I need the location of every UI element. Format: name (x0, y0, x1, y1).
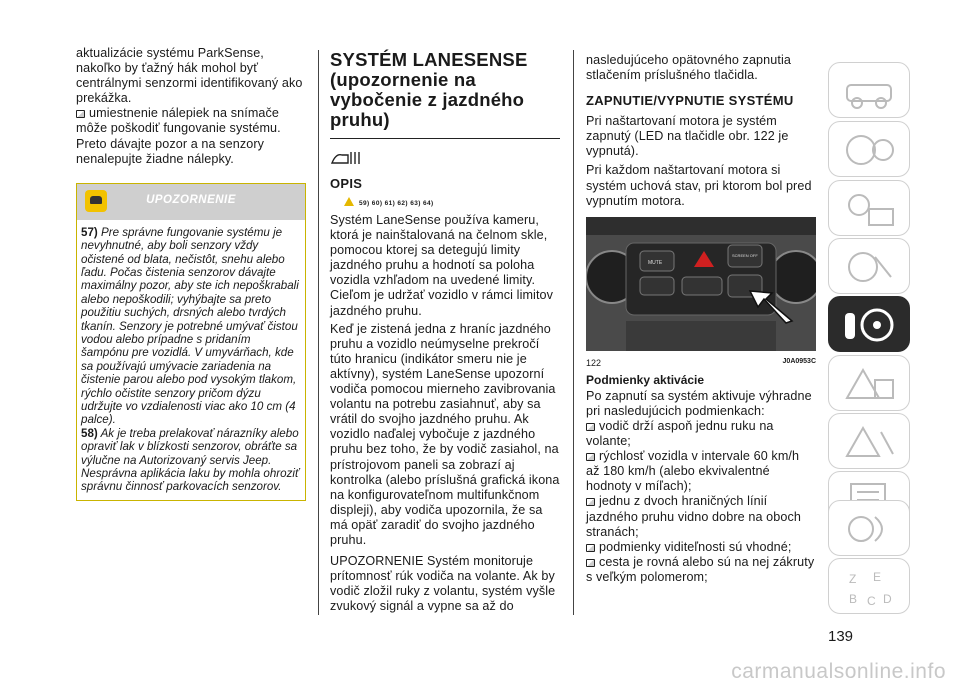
tab-index[interactable] (828, 558, 910, 614)
tab-lights[interactable] (828, 180, 910, 236)
bullet-icon (586, 423, 595, 431)
column-divider-2 (573, 50, 574, 615)
emergency-icon (841, 420, 899, 464)
activation-subheading: Podmienky aktivácie (586, 372, 705, 387)
index-icon (841, 565, 899, 609)
conditions-list (586, 419, 816, 585)
title-rule (330, 138, 560, 139)
tab-safety[interactable] (828, 238, 910, 294)
figure-number: 122 (586, 357, 602, 367)
dashboard-photo (586, 217, 816, 351)
paragraph-2: Keď je zistená jedna z hraníc jazdného pruhu a vozidlo neúmyselne prekročí túto hranicu (indikátor smeru nie je aktívny), systém LaneSense upozorní vodiča pomocou mierneho zavibrovania volantu na potrebu zasiahnuť, aby sa vrátil do svojho jazdného pruhu. Ak vozidlo naďalej vybočuje z jazdného pruhu bez toho, že by vodič zasiahol, na prístrojovom paneli sa zobrazí aj kontrolka (alebo príslušná grafická ikona na konfigurovateľnom multifunkčnom displeji), aby vodiča upozornila, že sa má opäť zaradiť do svojho jazdného pruhu. (330, 321, 560, 547)
warning-header (77, 184, 305, 220)
right-column (586, 53, 816, 585)
bullet-icon (76, 110, 85, 118)
state-text: Pri každom naštartovaní motora si systém uchová stav, pri ktorom bol pred vypnutím motora. (586, 163, 812, 208)
screen-off-label: SCREEN OFF (732, 252, 758, 258)
onoff-heading: ZAPNUTIE/VYPNUTIE SYSTÉMU (586, 93, 794, 109)
column-divider (318, 50, 319, 615)
middle-column (330, 50, 560, 614)
tab-emergency[interactable] (828, 413, 910, 469)
mute-button-label: MUTE (648, 259, 663, 266)
lanesense-icon (330, 149, 560, 170)
intro-text: aktualizácie systému ParkSense, nakoľko by ťažný hák mohol byť centrálnymi senzormi identifikovaný ako prekážka. (76, 46, 303, 106)
car-info-icon (841, 69, 899, 113)
tab-specs[interactable] (828, 500, 910, 556)
onoff-text: Pri naštartovaní motora je systém zapnutý (LED na tlačidle obr. 122 je vypnutá). (586, 114, 789, 159)
svg-text:Z: Z (849, 572, 857, 586)
note-57: 57) Pre správne fungovanie systému je nevyhnutné, aby boli senzory vždy očistené od blata, nečistôt, snehu alebo ľadu. Počas čistenia senzorov dávajte maximálny pozor, aby ste ich nepoškrabali alebo nepoškodili; vyhýbajte sa preto použitiu suchých, drsných alebo tvrdých tkanín. Senzory je potrebné umývať čistou vodou alebo prípadne s pridaním šampónu pre vozidlá. V umyvárňach, kde sa používajú umývacie zariadenia na čistenie parou alebo pod vysokým tlakom, rýchlo očistite senzory pričom dýzu udržujte vo vzdialenosti viac ako 10 cm (4 palce). (81, 225, 299, 427)
tab-driving[interactable] (828, 296, 910, 352)
bullet-icon (586, 544, 595, 552)
svg-text:C: C (867, 594, 876, 608)
svg-text:E: E (873, 570, 882, 584)
list-item: vodič drží aspoň jednu ruku na volante; (586, 418, 774, 449)
tab-car-info[interactable] (828, 62, 910, 118)
warning-box (76, 183, 306, 501)
bullet-icon (586, 559, 595, 567)
paragraph-3: UPOZORNENIE Systém monitoruje prítomnosť rúk vodiča na volante. Ak by vodič zložil ruky z volantu, systém vyšle zvukový signál a vypne sa až do (330, 554, 556, 614)
list-item: podmienky viditeľnosti sú vhodné; (586, 540, 816, 555)
specs-icon (841, 507, 899, 551)
bullet-icon (586, 453, 595, 461)
svg-text:D: D (883, 592, 892, 606)
tab-warning[interactable] (828, 355, 910, 411)
warning-triangle-icon (344, 197, 354, 206)
bullet-text: umiestnenie nálepiek na snímače môže poškodiť fungovanie systému. Preto dávajte pozor a na senzory nenalepujte žiadne nálepky. (76, 106, 281, 166)
list-item: cesta je rovná alebo sú na nej zákruty s veľkým polomerom; (586, 554, 815, 584)
safety-icon (841, 245, 899, 289)
dashboard-icon (841, 128, 899, 172)
bullet-icon (586, 498, 595, 506)
note-58: 58) Ak je treba prelakovať nárazníky alebo opraviť lak v blízkosti senzorov, obráťte sa výlučne na Autorizovaný servis Jeep. Nesprávna aplikácia laku by mohla ohroziť správnu činnosť parkovacích senzorov. (81, 426, 300, 494)
warning-title: UPOZORNENIE (146, 193, 236, 206)
tab-dashboard[interactable] (828, 121, 910, 177)
svg-text:B: B (849, 592, 858, 606)
watermark: carmanualsonline.info (731, 660, 946, 683)
lights-icon (841, 187, 899, 231)
list-item: jednu z dvoch hraničných línií jazdného pruhu vidno dobre na oboch stranách; (586, 494, 801, 539)
paragraph-1: Systém LaneSense používa kameru, ktorá je nainštalovaná na čelnom skle, pomocou ktorej sa deteguj̇ú limity jazdného pruhu a hodnotí sa poloha vozidla vzhľadom na uvedené limity. Cieľom je udržať vozidlo v rámci limitov jazdného pruhu. (330, 213, 554, 318)
list-item: rýchlosť vozidla v intervale 60 km/h až 180 km/h (alebo ekvivalentné hodnoty v míľach); (586, 449, 800, 494)
page-number: 139 (828, 628, 854, 645)
continuation-text: nasledujúceho opätovného zapnutia stlačením príslušného tlačidla. (586, 53, 791, 83)
warning-icon (841, 362, 899, 406)
left-column (76, 46, 304, 501)
opis-heading: OPIS (330, 176, 363, 191)
warning-body (77, 220, 305, 500)
section-title: SYSTÉM LANESENSE (upozornenie na vybočenie z jazdného pruhu) (330, 49, 528, 130)
figure-code: J0A0953C (782, 357, 816, 365)
steering-wheel-icon (841, 303, 899, 347)
notes-reference: 59) 60) 61) 62) 63) 64) (344, 197, 560, 207)
figure-122 (586, 217, 816, 367)
activation-intro: Po zapnutí sa systém aktivuje výhradne pri nasledujúcich podmienkach: (586, 388, 812, 418)
